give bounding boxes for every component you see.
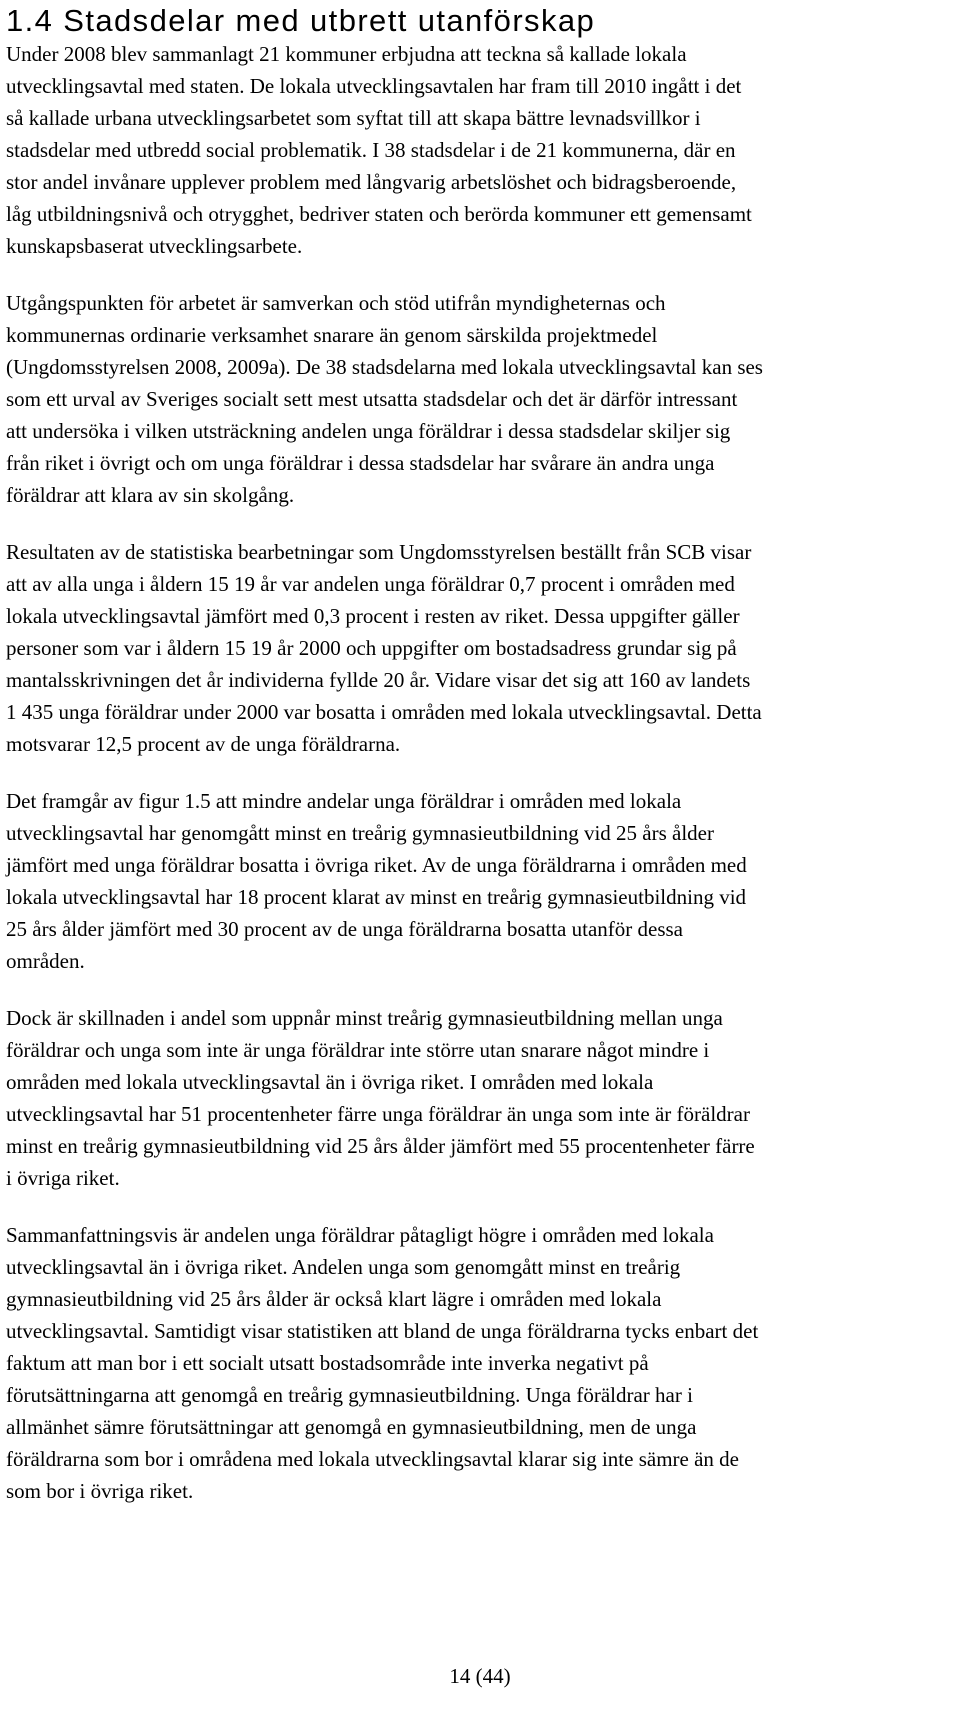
paragraph-2: Utgångspunkten för arbetet är samverkan och stöd utifrån myndigheternas och kommunernas ordinarie verksamhet snarare än genom särskilda projektmedel (Ungdomsstyrelsen 2008, 2009a). De 38 stadsdelarna med lokala utvecklingsavtal kan ses som ett urval av Sveriges socialt sett mest utsatta stadsdelar och det är därför intressant att undersöka i vilken utsträckning andelen unga föräldrar i dessa stadsdelar skiljer sig från riket i övrigt och om unga föräldrar i dessa stadsdelar har svårare än andra unga föräldrar att klara av sin skolgång. — [6, 291, 763, 507]
paragraph-5: Dock är skillnaden i andel som uppnår minst treårig gymnasieutbildning mellan unga föräldrar och unga som inte är unga föräldrar inte större utan snarare något mindre i områden med lokala utvecklingsavtal än i övriga riket. I områden med lokala utvecklingsavtal har 51 procentenheter färre unga föräldrar än unga som inte är föräldrar minst en treårig gymnasieutbildning vid 25 års ålder jämfört med 55 procentenheter färre i övriga riket. — [6, 1006, 755, 1190]
page-number: 14 (44) — [449, 1664, 511, 1688]
paragraph-6: Sammanfattningsvis är andelen unga föräldrar påtagligt högre i områden med lokala utvecklingsavtal än i övriga riket. Andelen unga som genomgått minst en treårig gymnasieutbildning vid 25 års ålder är också klart lägre i områden med lokala utvecklingsavtal. Samtidigt visar statistiken att bland de unga föräldrarna tycks enbart det faktum att man bor i ett socialt utsatt bostadsområde inte inverka negativt på förutsättningarna att genomgå en treårig gymnasieutbildning. Unga föräldrar har i allmänhet sämre förutsättningar att genomgå en gymnasieutbildning, men de unga föräldrarna som bor i områdena med lokala utvecklingsavtal klarar sig inte sämre än de som bor i övriga riket. — [6, 1223, 759, 1503]
paragraph-3: Resultaten av de statistiska bearbetningar som Ungdomsstyrelsen beställt från SCB visar att av alla unga i åldern 15 19 år var andelen unga föräldrar 0,7 procent i områden med lokala utvecklingsavtal jämfört med 0,3 procent i resten av riket. Dessa uppgifter gäller personer som var i åldern 15 19 år 2000 och uppgifter om bostadsadress grundar sig på mantalsskrivningen det år individerna fyllde 20 år. Vidare visar det sig att 160 av landets 1 435 unga föräldrar under 2000 var bosatta i områden med lokala utvecklingsavtal. Detta motsvarar 12,5 procent av de unga föräldrarna. — [6, 540, 762, 756]
paragraph-1: Under 2008 blev sammanlagt 21 kommuner erbjudna att teckna så kallade lokala utvecklingsavtal med staten. De lokala utvecklingsavtalen har fram till 2010 ingått i det så kallade urbana utvecklingsarbetet som syftat till att skapa bättre levnadsvillkor i stadsdelar med utbredd social problematik. I 38 stadsdelar i de 21 kommunerna, där en stor andel invånare upplever problem med långvarig arbetslöshet och bidragsberoende, låg utbildningsnivå och otrygghet, bedriver staten och berörda kommuner ett gemensamt kunskapsbaserat utvecklingsarbete. — [6, 42, 752, 258]
paragraph-4: Det framgår av figur 1.5 att mindre andelar unga föräldrar i områden med lokala utvecklingsavtal har genomgått minst en treårig gymnasieutbildning vid 25 års ålder jämfört med unga föräldrar bosatta i övriga riket. Av de unga föräldrarna i områden med lokala utvecklingsavtal har 18 procent klarat av minst en treårig gymnasieutbildning vid 25 års ålder jämfört med 30 procent av de unga föräldrarna bosatta utanför dessa områden. — [6, 789, 747, 973]
section-heading: 1.4 Stadsdelar med utbrett utanförskap — [6, 3, 596, 38]
